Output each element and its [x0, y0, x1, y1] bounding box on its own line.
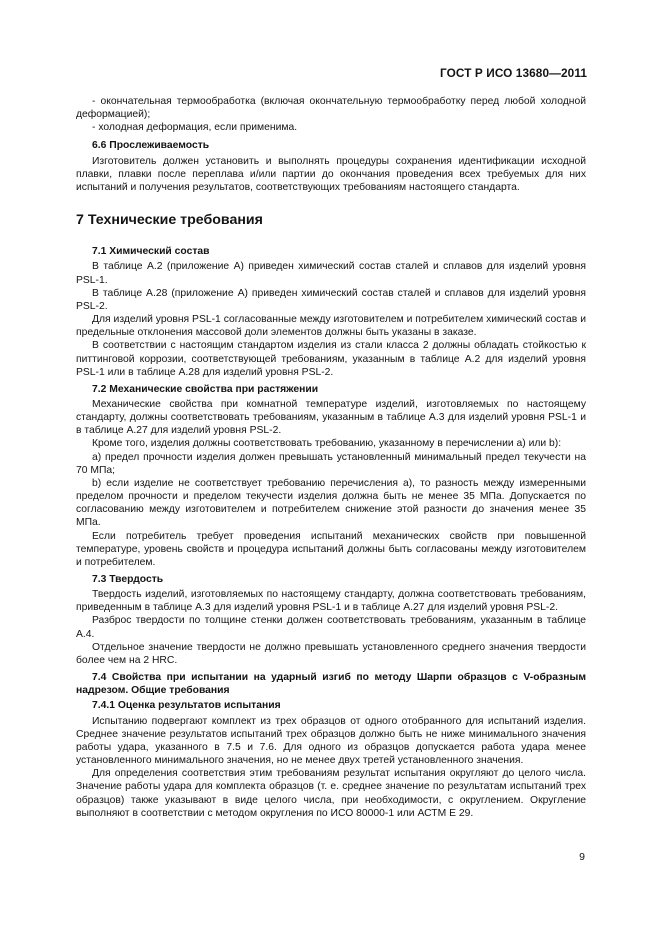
paragraph: Механические свойства при комнатной температуре изделий, изготовляемых по настоящему стандарту, должны соответствовать требованиям, указанным в таблице А.3 для изделий уровня PSL-1 и в таблице А.27 для изделий уровня PSL-2. [76, 398, 586, 437]
paragraph: В таблице А.28 (приложение А) приведен химический состав сталей и сплавов для изделий уровня PSL-2. [76, 287, 586, 312]
paragraph: Отдельное значение твердости не должно превышать установленного среднего значения твердости более чем на 2 HRC. [76, 641, 586, 666]
paragraph: Изготовитель должен установить и выполнять процедуры сохранения идентификации исходной плавки, плавки после переплава и/или партии до окончания проведения всех требуемых для них испытаний и получения результатов, соответствующих требованиям настоящего стандарта. [76, 155, 586, 193]
paragraph: - окончательная термообработка (включая окончательную термообработку перед любой холодной деформацией); [76, 96, 586, 121]
section-heading-7-3: 7.3 Твердость [92, 574, 164, 585]
section-heading-7-4-1: 7.4.1 Оценка результатов испытания [92, 700, 281, 712]
paragraph: Кроме того, изделия должны соответствовать требованию, указанному в перечислении а) или b): [92, 438, 562, 450]
document-code-header: ГОСТ Р ИСО 13680—2011 [439, 66, 587, 80]
document-body [76, 95, 586, 820]
page-number: 9 [579, 851, 585, 863]
list-item-b: b) если изделие не соответствует требованию перечисления а), то разность между измеренными пределом прочности и пределом текучести изделия должна быть не менее 35 МПа. Допускается по согласованию между изготовителем и потребителем снижение этой разности до значения менее 35 МПа. [76, 477, 586, 529]
paragraph: Если потребитель требует проведения испытаний механических свойств при повышенной температуре, уровень свойств и процедура испытаний должны быть согласованы между изготовителем и потребителем. [76, 530, 586, 568]
paragraph: Испытанию подвергают комплект из трех образцов от одного отобранного для испытаний изделия. Среднее значение результатов испытаний трех образцов должно быть не ниже минимального значения работы удара, указанного в 7.5 и 7.6. Для одного из образцов допускается работа удара менее установленного минимального значения, но не менее двух третей установленного значения. [76, 715, 586, 767]
paragraph: Для изделий уровня PSL-1 согласованные между изготовителем и потребителем химический состав и предельные отклонения массовой доли элементов должны быть указаны в заказе. [76, 314, 586, 339]
section-heading-7: 7 Технические требования [76, 212, 263, 229]
section-heading-7-4: 7.4 Свойства при испытании на ударный изгиб по методу Шарпи образцов с V-образным надрезом. Общие требования [76, 672, 586, 697]
paragraph: В таблице А.2 (приложение А) приведен химический состав сталей и сплавов для изделий уровня PSL-1. [76, 261, 586, 286]
paragraph: Разброс твердости по толщине стенки должен соответствовать требованиям, указанным в таблице А.4. [76, 615, 586, 640]
paragraph: В соответствии с настоящим стандартом изделия из стали класса 2 должны обладать стойкостью к питтинговой коррозии, соответствующей требованиям, указанным в таблице А.2 для изделий уровня PSL-1 или в таблице А.28 для изделий уровня PSL-2. [76, 340, 586, 378]
section-heading-7-1: 7.1 Химический состав [92, 246, 210, 258]
paragraph: - холодная деформация, если применима. [92, 122, 298, 134]
list-item-a: а) предел прочности изделия должен превышать установленный минимальный предел текучести на 70 МПа; [76, 451, 586, 476]
paragraph: Твердость изделий, изготовляемых по настоящему стандарту, должна соответствовать требованиям, приведенным в таблице А.3 для изделий уровня PSL-1 и в таблице А.27 для изделий уровня PSL-2. [76, 589, 586, 614]
section-heading-6-6: 6.6 Прослеживаемость [92, 140, 210, 152]
paragraph: Для определения соответствия этим требованиям результат испытания округляют до целого числа. Значение работы удара для комплекта образцов (т. е. среднее значение по результатам испытаний трех образцов) также указывают в виде целого числа, при необходимости, с округлением. Округление выполняют в соответствии с методом округления по ИСО 80000-1 или АСТМ Е 29. [76, 768, 586, 819]
section-heading-7-2: 7.2 Механические свойства при растяжении [92, 383, 319, 395]
